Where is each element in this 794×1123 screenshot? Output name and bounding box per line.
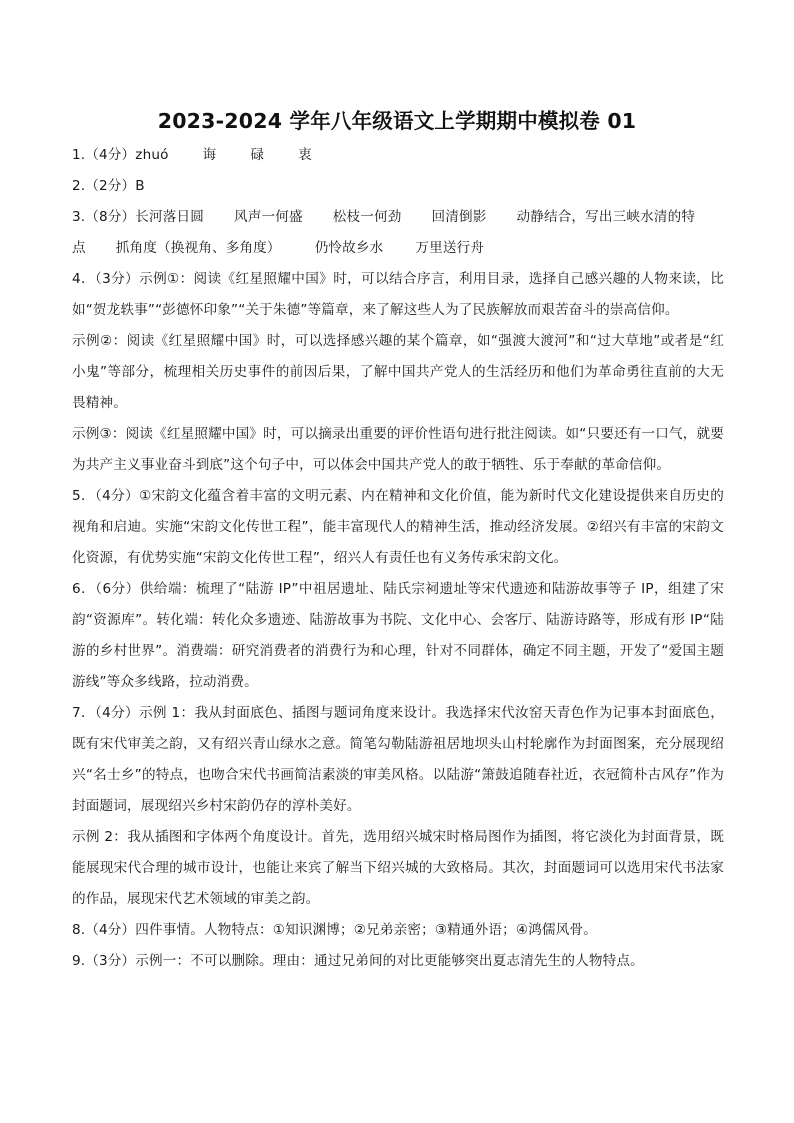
answer-3-line-1 (72, 202, 724, 233)
answer-7-example-1: 7．（4分）示例 1：我从封面底色、插图与题词角度来设计。我选择宋代汝窑天青色作为记事本封面底色，既有宋代审美之韵，又有绍兴青山绿水之意。简笔勾勒陆游祖居地坝头山村轮廓作为封面图案，充分展现绍兴“名士乡”的特点，也吻合宋代书画简洁素淡的审美风格。以陆游“箫鼓追随春社近，衣冠简朴古风存”作为封面题词，展现绍兴乡村宋韵仍存的淳朴美好。 (72, 705, 724, 814)
answer-3-item: 松枝一何劲 (332, 209, 402, 225)
answer-6: 6．（6分）供给端：梳理了“陆游 IP”中祖居遗址、陆氏宗祠遗址等宋代遗迹和陆游故事等子 IP，组建了宋韵“资源库”。转化端：转化众多遗迹、陆游故事为书院、文化中心、会客厅、陆游诗路等，形成有形 IP“陆游的乡村世界”。消费端：研究消费者的消费行为和心理，针对不同群体，确定不同主题，开发了“爱国主题游线”等众多线路，拉动消费。 (72, 581, 724, 690)
answer-4-example-3: 示例③：阅读《红星照耀中国》时，可以摘录出重要的评价性语句进行批注阅读。如“只要还有一口气，就要为共产主义事业奋斗到底”这个句子中，可以体会中国共产党人的敢于牺牲、乐于奉献的革命信仰。 (72, 426, 724, 473)
answer-5: 5．（4分）①宋韵文化蕴含着丰富的文明元素、内在精神和文化价值，能为新时代文化建设提供来自历史的视角和启迪。实施“宋韵文化传世工程”，能丰富现代人的精神生活，推动经济发展。②绍兴有丰富的宋韵文化资源，有优势实施“宋韵文化传世工程”，绍兴人有责任也有义务传承宋韵文化。 (72, 488, 724, 566)
answer-1-label: 1.（4分）zhuó (72, 147, 169, 163)
answer-1-item: 碌 (250, 147, 265, 163)
answer-3-label: 3.（8分）长河落日圆 (72, 209, 205, 225)
answer-1-item: 诲 (202, 147, 217, 163)
answer-3-item: 仍怜故乡水 (314, 240, 384, 256)
answer-3-line-2 (72, 233, 724, 264)
document-title: 2023-2024 学年八年级语文上学期期中模拟卷 01 (157, 109, 637, 133)
answer-9: 9.（3分）示例一：不可以删除。理由：通过兄弟间的对比更能够突出夏志清先生的人物特点。 (72, 953, 644, 969)
answer-1-item: 衷 (298, 147, 312, 163)
answer-8: 8.（4分）四件事情。人物特点：①知识渊博；②兄弟亲密；③精通外语；④鸿儒风骨。 (72, 922, 597, 938)
answer-3-item: 风声一何盛 (234, 209, 303, 225)
answer-4-example-1: 4．（3分）示例①：阅读《红星照耀中国》时，可以结合序言，利用目录，选择自己感兴趣的人物来读，比如“贺龙轶事”“彭德怀印象”“关于朱德”等篇章，来了解这些人为了民族解放而艰苦奋斗的崇高信仰。 (72, 271, 724, 318)
answer-3-continuation: 点 (72, 240, 86, 256)
answer-1 (72, 140, 724, 171)
answer-3-item: 万里送行舟 (415, 240, 485, 256)
answer-3-item: 回清倒影 (431, 209, 487, 225)
answer-4-example-2: 示例②：阅读《红星照耀中国》时，可以选择感兴趣的某个篇章，如“强渡大渡河”和“过大草地”或者是“红小鬼”等部分，梳理相关历史事件的前因后果，了解中国共产党人的生活经历和他们为革命勇往直前的大无畏精神。 (72, 333, 724, 411)
answer-3-item: 抓角度（换视角、多角度） (115, 240, 281, 256)
answer-3-item: 动静结合，写出三峡水清的特 (516, 209, 696, 225)
answer-list (72, 140, 724, 977)
answer-2: 2.（2分）B (72, 178, 145, 194)
answer-7-example-2: 示例 2：我从插图和字体两个角度设计。首先，选用绍兴城宋时格局图作为插图，将它淡化为封面背景，既能展现宋代合理的城市设计，也能让来宾了解当下绍兴城的大致格局。其次，封面题词可以选用宋代书法家的作品，展现宋代艺术领域的审美之韵。 (72, 829, 724, 907)
